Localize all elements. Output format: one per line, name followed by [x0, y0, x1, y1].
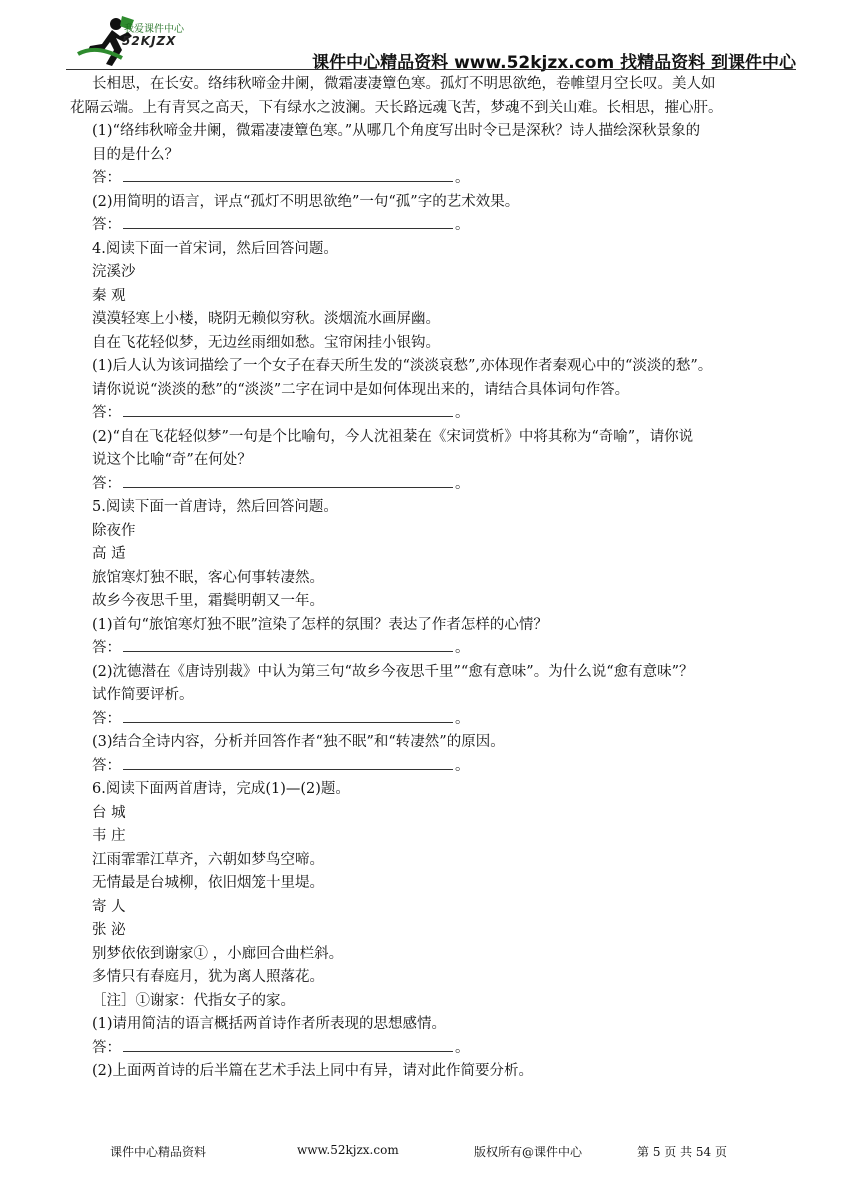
answer-line [92, 637, 796, 661]
answer-line [92, 755, 796, 779]
text-line: (1)“络纬秋啼金井阑，微霜凄凄簟色寒。”从哪几个角度写出时令已是深秋？诗人描绘深秋景象的 [92, 123, 701, 139]
answer-end: 。 [455, 170, 470, 186]
text-line: 多情只有春庭月，犹为离人照落花。 [92, 969, 324, 985]
text-line: 别梦依依到谢家① ，小廊回合曲栏斜。 [92, 945, 344, 962]
text-line: 秦 观 [92, 287, 126, 304]
text-line: (1)后人认为该词描绘了一个女子在春天所生发的“淡淡哀愁”,亦体现作者秦观心中的“淡淡的愁”。 [92, 358, 713, 374]
answer-end: 。 [455, 405, 470, 421]
answer-label: 答： [92, 475, 121, 492]
text-line: (1)首句“旅馆寒灯独不眠”渲染了怎样的氛围？表达了作者怎样的心情？ [92, 616, 548, 633]
footer-site: www.52kjzx.com [297, 1143, 399, 1157]
text-line: 高 适 [92, 546, 126, 562]
answer-line [92, 402, 796, 426]
answer-label: 答： [92, 640, 121, 656]
logo-text-cn: 我爱课件中心 [124, 24, 184, 35]
footer-page-number: 第 5 页 共 54 页 [637, 1145, 727, 1159]
answer-line [92, 214, 796, 238]
answer-blank [123, 1037, 453, 1052]
answer-label: 答： [92, 757, 121, 774]
text-line: 韦 庄 [92, 828, 126, 844]
answer-blank [123, 708, 453, 723]
text-line: 江雨霏霏江草齐，六朝如梦鸟空啼。 [92, 851, 324, 868]
text-line: 目的是什么？ [92, 146, 179, 163]
answer-end: 。 [455, 475, 470, 492]
logo-text-en: 52KJZX [122, 34, 177, 48]
text-line: (2)“自在飞花轻似梦”一句是个比喻句，今人沈祖棻在《宋词赏析》中将其称为“奇喻”，请你说 [92, 428, 694, 445]
answer-end: 。 [455, 640, 470, 656]
answer-blank [123, 637, 453, 652]
text-line: 花隔云端。上有青冥之高天，下有绿水之波澜。天长路远魂飞苦，梦魂不到关山难。长相思，摧心肝。 [70, 99, 723, 116]
answer-line [92, 473, 796, 497]
text-line: 自在飞花轻似梦，无边丝雨细如愁。宝帘闲挂小银钩。 [92, 334, 440, 351]
answer-blank [123, 167, 453, 182]
text-line: (2)用简明的语言，评点“孤灯不明思欲绝”一句“孤”字的艺术效果。 [92, 193, 520, 210]
answer-line [92, 1037, 796, 1061]
answer-label: 答： [92, 1039, 121, 1056]
footer-title: 课件中心精品资料 [110, 1145, 207, 1159]
text-line: 无情最是台城柳，依旧烟笼十里堤。 [92, 875, 324, 891]
header-slogan: 课件中心精品资料 www.52kjzx.com 找精品资料 到课件中心 [312, 53, 796, 73]
text-line: 旅馆寒灯独不眠，客心何事转凄然。 [92, 569, 324, 586]
text-line: 6.阅读下面两首唐诗，完成(1)—(2)题。 [92, 781, 350, 797]
text-line: 张 泌 [92, 922, 126, 938]
text-line: 4.阅读下面一首宋词，然后回答问题。 [92, 240, 338, 257]
answer-end: 。 [455, 757, 470, 774]
text-line: (3)结合全诗内容，分析并回答作者“独不眠”和“转凄然”的原因。 [92, 734, 505, 750]
answer-end: 。 [455, 1039, 470, 1056]
site-logo [76, 14, 206, 72]
answer-end: 。 [455, 217, 470, 233]
page-header [66, 14, 796, 76]
text-line: 请你说说“淡淡的愁”的“淡淡”二字在词中是如何体现出来的，请结合具体词句作答。 [92, 381, 630, 398]
answer-blank [123, 402, 453, 417]
text-line: 说这个比喻“奇”在何处？ [92, 452, 252, 468]
text-line: (2)上面两首诗的后半篇在艺术手法上同中有异，请对此作简要分析。 [92, 1063, 534, 1079]
text-line: 漠漠轻寒上小楼，晓阴无赖似穷秋。淡烟流水画屏幽。 [92, 311, 440, 327]
answer-blank [123, 214, 453, 229]
footer-copyright: 版权所有@课件中心 [474, 1145, 583, 1159]
answer-blank [123, 755, 453, 770]
header-divider [66, 69, 796, 70]
document-body [70, 73, 796, 1084]
answer-line [92, 167, 796, 191]
answer-label: 答： [92, 170, 121, 186]
text-line: (1)请用简洁的语言概括两首诗作者所表现的思想感情。 [92, 1016, 447, 1032]
text-line: (2)沈德潜在《唐诗别裁》中认为第三句“故乡今夜思千里”“愈有意味”。为什么说“愈有意味”？ [92, 663, 694, 680]
answer-line [92, 708, 796, 732]
text-line: 试作简要评析。 [92, 687, 194, 703]
answer-end: 。 [455, 710, 470, 727]
text-line: 长相思，在长安。络纬秋啼金井阑，微霜凄凄簟色寒。孤灯不明思欲绝，卷帷望月空长叹。美人如 [92, 76, 716, 92]
text-line: 除夜作 [92, 522, 136, 539]
text-line: 故乡今夜思千里，霜鬓明朝又一年。 [92, 593, 324, 609]
text-line: 寄 人 [92, 898, 126, 915]
answer-label: 答： [92, 217, 121, 233]
answer-label: 答： [92, 405, 121, 421]
text-line: 浣溪沙 [92, 264, 136, 280]
text-line: 台 城 [92, 804, 126, 821]
text-line: ［注］①谢家：代指女子的家。 [92, 992, 295, 1009]
answer-blank [123, 473, 453, 488]
answer-label: 答： [92, 710, 121, 727]
text-line: 5.阅读下面一首唐诗，然后回答问题。 [92, 499, 338, 515]
